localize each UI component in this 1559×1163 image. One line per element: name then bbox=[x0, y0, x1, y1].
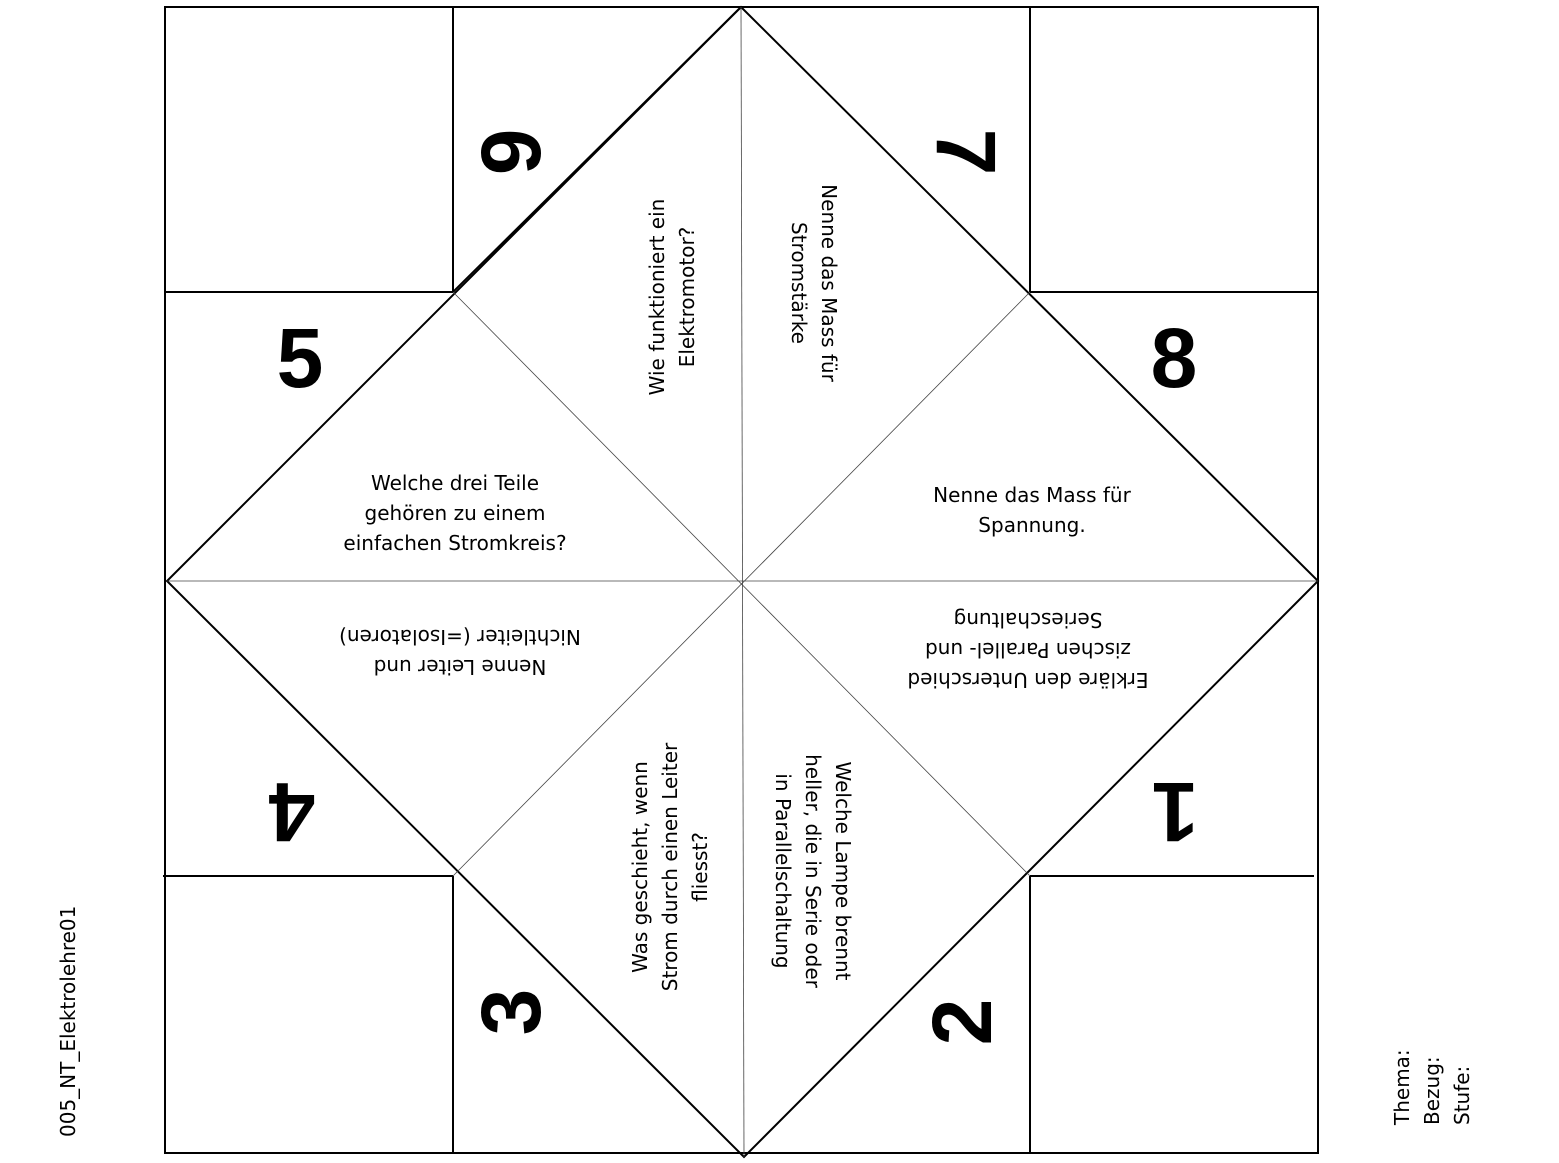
number-8: 8 bbox=[1150, 311, 1198, 405]
question-lampe: Welche Lampe brennt heller, die in Serie oder in Parallelschaltung bbox=[771, 754, 855, 988]
question-stromkreis: Welche drei Teile gehören zu einem einfachen Stromkreis? bbox=[343, 471, 567, 555]
number-1: 1 bbox=[1151, 765, 1199, 859]
number-3: 3 bbox=[464, 988, 558, 1036]
number-6: 6 bbox=[464, 128, 558, 176]
number-2: 2 bbox=[915, 998, 1009, 1046]
number-7: 7 bbox=[919, 128, 1013, 176]
question-leiter: Nenne Leiter und Nichtleiter (=Isolatoren) bbox=[339, 625, 581, 679]
document-code: 005_NT_Elektrolehre01 bbox=[56, 905, 80, 1137]
question-stromstaerke: Nenne das Mass für Stromstärke bbox=[787, 184, 841, 382]
document-meta: Thema: Bezug: Stufe: bbox=[1390, 1049, 1474, 1125]
number-4: 4 bbox=[268, 765, 316, 859]
question-spannung: Nenne das Mass für Spannung. bbox=[933, 483, 1131, 537]
question-elektromotor: Wie funktioniert ein Elektromotor? bbox=[645, 198, 699, 396]
question-unterschied: Erkläre den Unterschied zischen Parallel- und Serieschaltung bbox=[907, 608, 1149, 692]
number-5: 5 bbox=[276, 311, 324, 405]
question-strom: Was geschieht, wenn Strom durch einen Leiter fliesst? bbox=[628, 742, 712, 992]
